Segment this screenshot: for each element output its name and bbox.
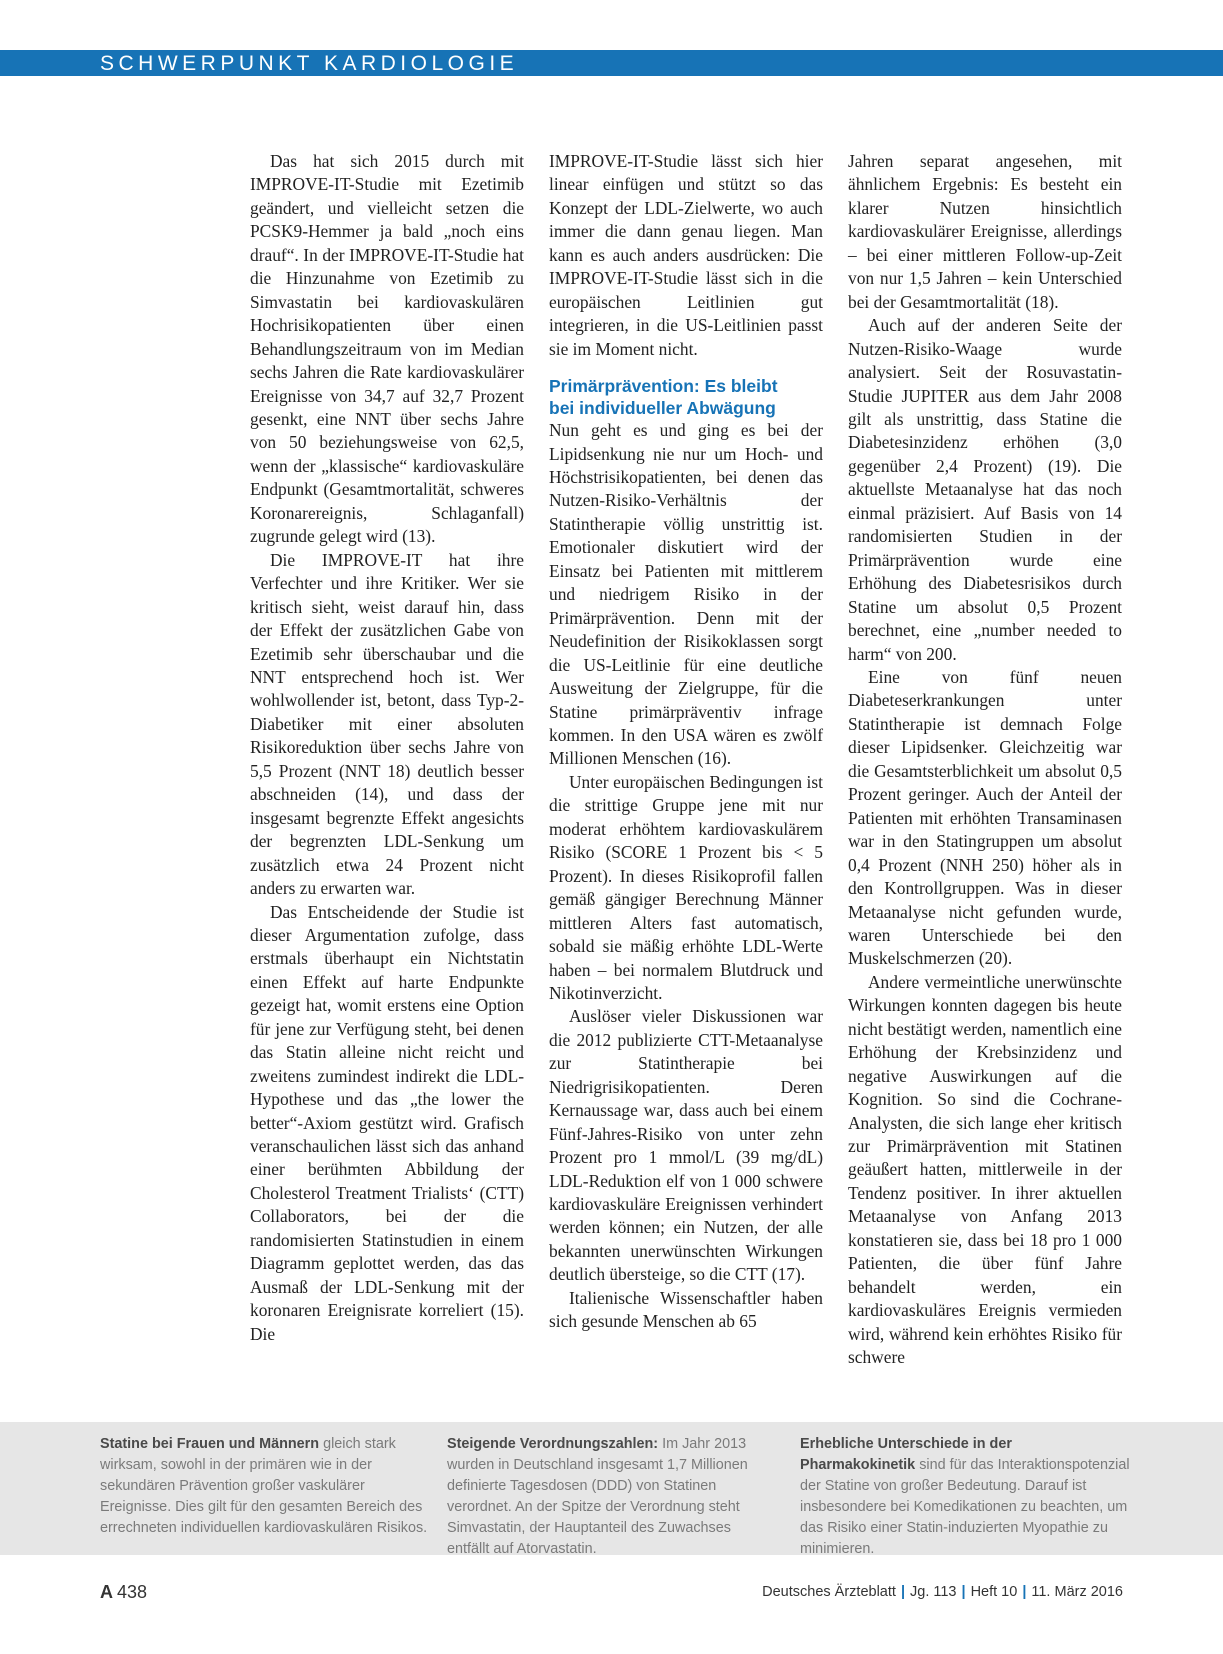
separator: |	[1022, 1584, 1027, 1600]
info-box	[800, 1434, 1130, 1560]
paragraph: Unter europäischen Bedingungen ist die strittige Gruppe jene mit nur moderat erhöhtem kardiovaskulärem Risiko (SCORE 1 Prozent bis < 5 Prozent). In dieses Risikoprofil fallen gemäß gängiger Berechnung Männer mittleren Alters fast automatisch, sobald sie mäßig erhöhte LDL-Werte haben – bei normalem Blutdruck und Nikotinverzicht.	[549, 771, 823, 1003]
info-box-lead: Erhebliche Unterschiede in der Pharmakokinetik	[800, 1436, 1012, 1473]
paragraph: Nun geht es und ging es bei der Lipidsenkung nie nur um Hoch- und Höchstrisikopatienten, bei denen das Nutzen-Risiko-Verhältnis der Statintherapie völlig unstrittig ist. Emotionaler diskutiert wird der Einsatz bei Patienten mit mittlerem und niedrigem Risiko in der Primärprävention. Denn mit der Neudefinition der Risikoklassen sorgt die US-Leitlinie für eine deutliche Ausweitung der Zielgruppe, für die Statine primärpräventiv infrage kommen. In den USA wären es zwölf Millionen Menschen (16).	[549, 420, 823, 769]
subheading-line: bei individueller Abwägung	[549, 398, 776, 419]
journal-citation	[762, 1580, 1123, 1604]
paragraph: Eine von fünf neuen Diabeteserkrankungen unter Statintherapie ist demnach Folge dieser Lipidsenker. Gleichzeitig war die Gesamtsterblichkeit um absolut 0,5 Prozent geringer. Auch der Anteil der Patienten mit erhöhten Transaminasen war in den Statingruppen um absolut 0,4 Prozent (NNH 250) höher als in den Kontrollgruppen. Was in dieser Metaanalyse nicht gefunden wurde, waren Unterschiede bei den Muskelschmerzen (20).	[848, 666, 1122, 969]
section-subheading	[549, 375, 823, 419]
paragraph: Auslöser vieler Diskussionen war die 2012 publizierte CTT-Metaanalyse zur Statintherapie bei Niedrigrisikopatienten. Deren Kernaussage war, dass auch bei einem Fünf-Jahres-Risiko von unter zehn Prozent pro 1 mmol/L (39 mg/dL) LDL-Reduktion elf von 1 000 schwere kardiovaskuläre Ereignissen verhindert werden können; ein Nutzen, der alle bekannten unerwünschten Wirkungen deutlich übersteige, so die CTT (17).	[549, 1006, 823, 1285]
paragraph: Auch auf der anderen Seite der Nutzen-Risiko-Waage wurde analysiert. Seit der Rosuvastatin-Studie JUPITER aus dem Jahr 2008 gilt als unstrittig, dass Statine die Diabetesinzidenz erhöhen (3,0 gegenüber 2,4 Prozent) (19). Die aktuellste Metaanalyse hat das noch einmal präzisiert. Auf Basis von 14 randomisierten Studien in der Primärprävention wurde eine Erhöhung des Diabetesrisikos durch Statine um absolut 0,5 Prozent berechnet, eine „number needed to harm“ von 200.	[848, 315, 1122, 664]
section-title: SCHWERPUNKT KARDIOLOGIE	[100, 52, 519, 75]
paragraph: Die IMPROVE-IT hat ihre Verfechter und ihre Kritiker. Wer sie kritisch sieht, weist darauf hin, dass der Effekt der zusätzlichen Gabe von Ezetimib sehr überschaubar und die NNT entsprechend hoch ist. Wer wohlwollender ist, betont, dass Typ-2-Diabetiker mit einer absoluten Risikoreduktion über sechs Jahre von 5,5 Prozent (NNT 18) deutlich besser abschneiden (14), und dass der insgesamt begrenzte Effekt angesichts der begrenzten LDL-Senkung um zusätzlich etwa 24 Prozent nicht anders zu erwarten war.	[250, 549, 524, 899]
journal-name: Deutsches Ärzteblatt	[762, 1584, 896, 1600]
info-box-text: gleich stark wirksam, sowohl in der primären wie in der sekundären Prävention großer vaskulärer Ereignisse. Dies gilt für den gesamten Bereich des errechneten individuellen kardiovaskulären Risikos.	[100, 1436, 428, 1536]
paragraph: Das hat sich 2015 durch mit IMPROVE-IT-Studie mit Ezetimib geändert, und vielleicht setzen die PCSK9-Hemmer ja bald „noch eins drauf“. In der IMPROVE-IT-Studie hat die Hinzunahme von Ezetimib zu Simvastatin bei kardiovaskulären Hochrisikopatienten über einen Behandlungszeitraum von im Median sechs Jahren die Rate kardiovaskulärer Ereignisse von 34,7 auf 32,7 Prozent gesenkt, eine NNT über sechs Jahre von 50 beziehungsweise von 62,5, wenn der „klassische“ kardiovaskuläre Endpunkt (Gesamtmortalität, schweres Koronarereignis, Schlaganfall) zugrunde gelegt wird (13).	[250, 151, 524, 547]
info-box-text: sind für das Interaktionspotenzial der Statine von großer Bedeutung. Darauf ist insbesondere bei Komedikationen zu beachten, um das Risiko einer Statin-induzierten Myopathie zu minimieren.	[800, 1457, 1130, 1557]
paragraph: Jahren separat angesehen, mit ähnlichem Ergebnis: Es besteht ein klarer Nutzen hinsichtlich kardiovaskulärer Ereignisse, allerdings – bei einer mittleren Follow-up-Zeit von nur 1,5 Jahren – kein Unterschied bei der Gesamtmortalität (18).	[848, 151, 1122, 312]
info-box-lead: Statine bei Frauen und Männern	[100, 1436, 320, 1452]
subheading-line: Primärprävention: Es bleibt	[549, 376, 778, 397]
paragraph: IMPROVE-IT-Studie lässt sich hier linear einfügen und stützt so das Konzept der LDL-Zielwerte, wo auch immer die dann genau liegen. Man kann es auch anders ausdrücken: Die IMPROVE-IT-Studie lässt sich in die europäischen Leitlinien gut integrieren, in die US-Leitlinien passt sie im Moment nicht.	[549, 151, 823, 359]
info-box	[100, 1434, 430, 1539]
info-box	[447, 1434, 773, 1560]
separator: |	[900, 1584, 905, 1600]
article-column-1	[250, 150, 524, 1380]
article-column-3	[848, 150, 1122, 1380]
paragraph: Andere vermeintliche unerwünschte Wirkungen konnten dagegen bis heute nicht bestätigt werden, namentlich eine Erhöhung der Krebsinzidenz und negative Auswirkungen auf die Kognition. So sind die Cochrane-Analysten, die sich lange eher kritisch zur Primärprävention mit Statinen geäußert hatten, mittlerweile in der Tendenz positiver. In ihrer aktuellen Metaanalyse von Anfang 2013 konstatieren sie, dass bei 18 pro 1 000 Patienten, die über fünf Jahre behandelt werden, ein kardiovaskuläres Ereignis vermieden wird, während kein erhöhtes Risiko für schwere	[848, 971, 1122, 1368]
page-letter: A	[100, 1582, 113, 1602]
info-band	[0, 1422, 1223, 1555]
section-header-bar	[0, 50, 1223, 76]
paragraph: Italienische Wissenschaftler haben sich gesunde Menschen ab 65	[549, 1287, 823, 1332]
info-box-text: Im Jahr 2013 wurden in Deutschland insgesamt 1,7 Millionen definierte Tagesdosen (DDD) von Statinen verordnet. An der Spitze der Verordnung steht Simvastatin, der Hauptanteil des Zuwachses entfällt auf Atorvastatin.	[447, 1436, 748, 1557]
paragraph: Das Entscheidende der Studie ist dieser Argumentation zufolge, dass erstmals überhaupt ein Nichtstatin einen Effekt auf harte Endpunkte gezeigt hat, womit erstens eine Option für jene zur Verfügung steht, bei denen das Statin alleine nicht reicht und zweitens zumindest indirekt die LDL-Hypothese und das „the lower the better“-Axiom gestützt wird. Grafisch veranschaulichen lässt sich das anhand einer berühmten Abbildung der Cholesterol Treatment Trialists‘ (CTT) Collaborators, bei der die randomisierten Statinstudien in einem Diagramm geplottet werden, das das Ausmaß der LDL-Senkung mit der koronaren Ereignisrate korreliert (15). Die	[250, 901, 524, 1344]
journal-volume: Jg. 113	[910, 1584, 957, 1600]
journal-date: 11. März 2016	[1031, 1584, 1123, 1600]
separator: |	[961, 1584, 966, 1600]
page-number	[100, 1580, 147, 1604]
page-number-value: 438	[117, 1582, 148, 1602]
info-box-lead: Steigende Verordnungszahlen:	[447, 1436, 659, 1452]
journal-issue: Heft 10	[970, 1584, 1018, 1600]
article-column-2	[549, 150, 823, 1380]
